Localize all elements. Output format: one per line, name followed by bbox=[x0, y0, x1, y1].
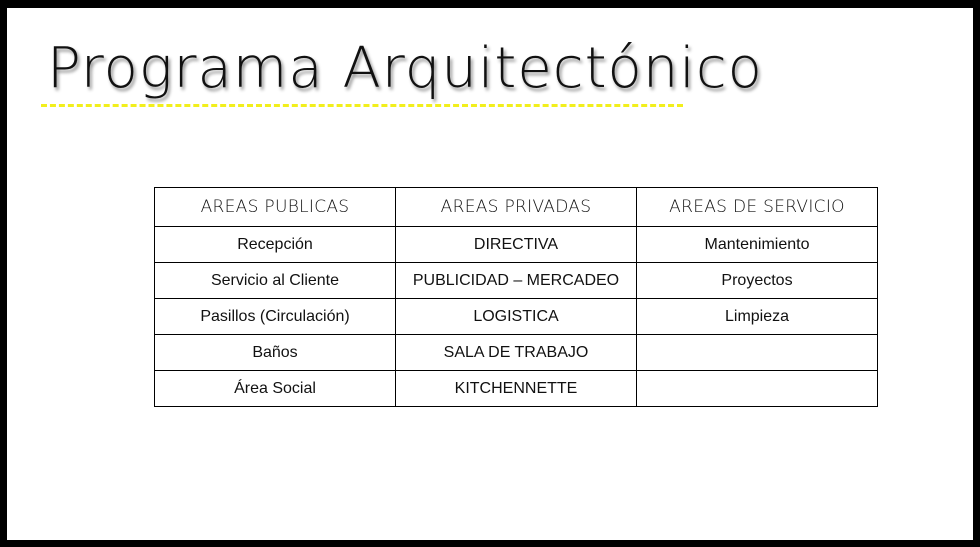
table-row bbox=[155, 371, 878, 407]
program-table bbox=[154, 187, 878, 407]
table-row bbox=[155, 335, 878, 371]
table-cell bbox=[637, 371, 878, 407]
table-cell: Recepción bbox=[155, 227, 396, 263]
table-cell: Limpieza bbox=[637, 299, 878, 335]
table-row bbox=[155, 299, 878, 335]
table-cell bbox=[637, 335, 878, 371]
table-row bbox=[155, 263, 878, 299]
header-areas-servicio: AREAS DE SERVICIO bbox=[637, 188, 878, 227]
table-row bbox=[155, 227, 878, 263]
table-cell: Servicio al Cliente bbox=[155, 263, 396, 299]
table-cell: Proyectos bbox=[637, 263, 878, 299]
table-header-row bbox=[155, 188, 878, 227]
table-cell: LOGISTICA bbox=[396, 299, 637, 335]
table-cell: SALA DE TRABAJO bbox=[396, 335, 637, 371]
table-cell: Baños bbox=[155, 335, 396, 371]
table-cell: Área Social bbox=[155, 371, 396, 407]
page-title: Programa Arquitectónico bbox=[47, 36, 763, 101]
table-cell: DIRECTIVA bbox=[396, 227, 637, 263]
table-cell: Mantenimiento bbox=[637, 227, 878, 263]
title-underline bbox=[41, 104, 683, 107]
table-cell: PUBLICIDAD – MERCADEO bbox=[396, 263, 637, 299]
header-areas-publicas: AREAS PUBLICAS bbox=[155, 188, 396, 227]
table-cell: KITCHENNETTE bbox=[396, 371, 637, 407]
table-cell: Pasillos (Circulación) bbox=[155, 299, 396, 335]
header-areas-privadas: AREAS PRIVADAS bbox=[396, 188, 637, 227]
